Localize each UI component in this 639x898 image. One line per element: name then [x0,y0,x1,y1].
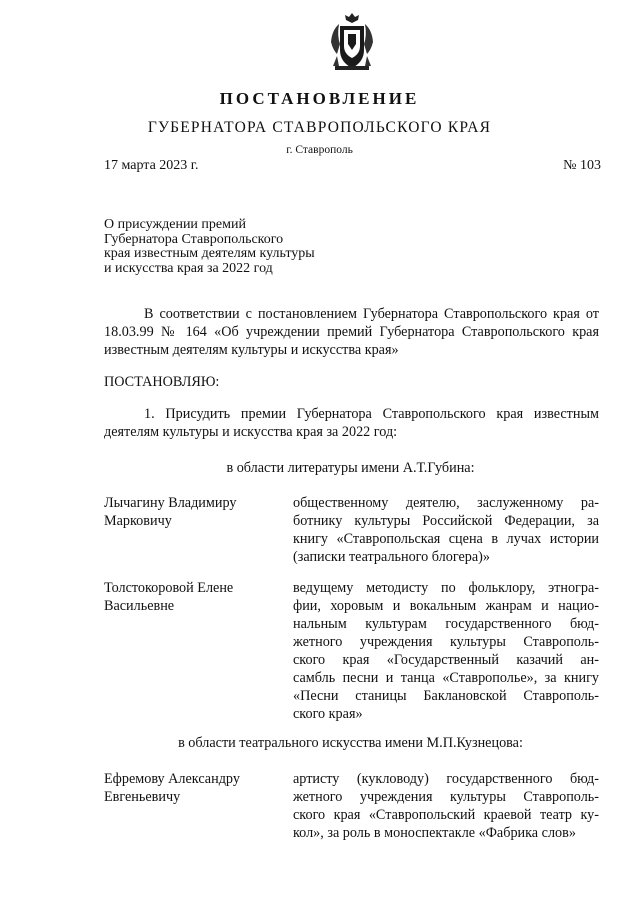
preamble-paragraph: В соответствии с постановлением Губернатора Ставропольского края от 18.03.99 № 164 «Об учреждении премий Губернатора Ставропольского края известным деятелям культуры и искусства края» [104,306,599,358]
description-line: фии, хоровым и вокальным жанрам и нацио- [293,598,599,614]
description-line: ведущему методисту по фольклору, этногра- [293,580,599,596]
point-1-paragraph: 1. Присудить премии Губернатора Ставропольского края известным деятелям культуры и искусства края за 2022 год: [104,406,599,440]
description-line: ского края» [293,706,363,722]
issue-city: г. Ставрополь [286,144,353,156]
subject-line: края известным деятелям культуры [104,246,315,261]
subject-line: Губернатора Ставропольского [104,231,284,247]
description-line: артисту (кукловоду) государственного бюд- [293,771,599,787]
recipient-name-line: Толстокоровой Елене [104,580,234,596]
document-subject [104,218,364,276]
recipient-description [293,579,599,723]
category-theatre-heading: в области театрального искусства имени М.П.Кузнецова: [178,735,523,751]
description-line: ского края «Государственный казачий ан- [293,652,599,668]
description-line: жетного учреждения культуры Ставрополь- [293,634,599,650]
description-line: книгу «Ставропольская сцена в лучах истории [293,531,599,547]
recipient-name [104,770,284,806]
description-line: нальным культурам государственного бюд- [293,616,599,632]
subject-line: и искусства края за 2022 год [104,260,273,276]
description-line: жетного учреждения культуры Ставрополь- [293,789,599,805]
description-line: «Песни станицы Баклановской Ставрополь- [293,688,599,704]
recipient-name [104,579,284,615]
document-number: № 103 [563,158,601,173]
subject-line: О присуждении премий [104,217,246,232]
description-line: (записки театрального блогера)» [293,549,490,565]
recipient-description [293,770,599,842]
recipient-description [293,494,599,566]
recipient-name-line: Васильевне [104,598,175,614]
category-literature-heading: в области литературы имени А.Т.Губина: [226,460,475,476]
recipient-name-line: Марковичу [104,513,172,529]
recipient-name-line: Евгеньевичу [104,789,181,805]
description-line: самбль песни и танца «Ставрополье», за книгу [293,670,599,686]
description-line: кол», за роль в моноспектакле «Фабрика слов» [293,825,576,841]
document-title: ПОСТАНОВЛЕНИЕ [219,89,420,108]
recipient-name [104,494,284,530]
description-line: общественному деятелю, заслуженному ра- [293,495,599,511]
recipient-name-line: Ефремову Александру [104,771,240,787]
recipient-name-line: Лычагину Владимиру [104,495,237,511]
description-line: ского края «Ставропольский краевой театр ку- [293,807,599,823]
coat-of-arms-emblem [329,12,375,74]
description-line: ботнику культуры Российской Федерации, за [293,513,599,529]
document-subtitle: ГУБЕРНАТОРА СТАВРОПОЛЬСКОГО КРАЯ [147,119,492,136]
decree-word: ПОСТАНОВЛЯЮ: [104,374,220,390]
issue-date: 17 марта 2023 г. [104,158,199,173]
